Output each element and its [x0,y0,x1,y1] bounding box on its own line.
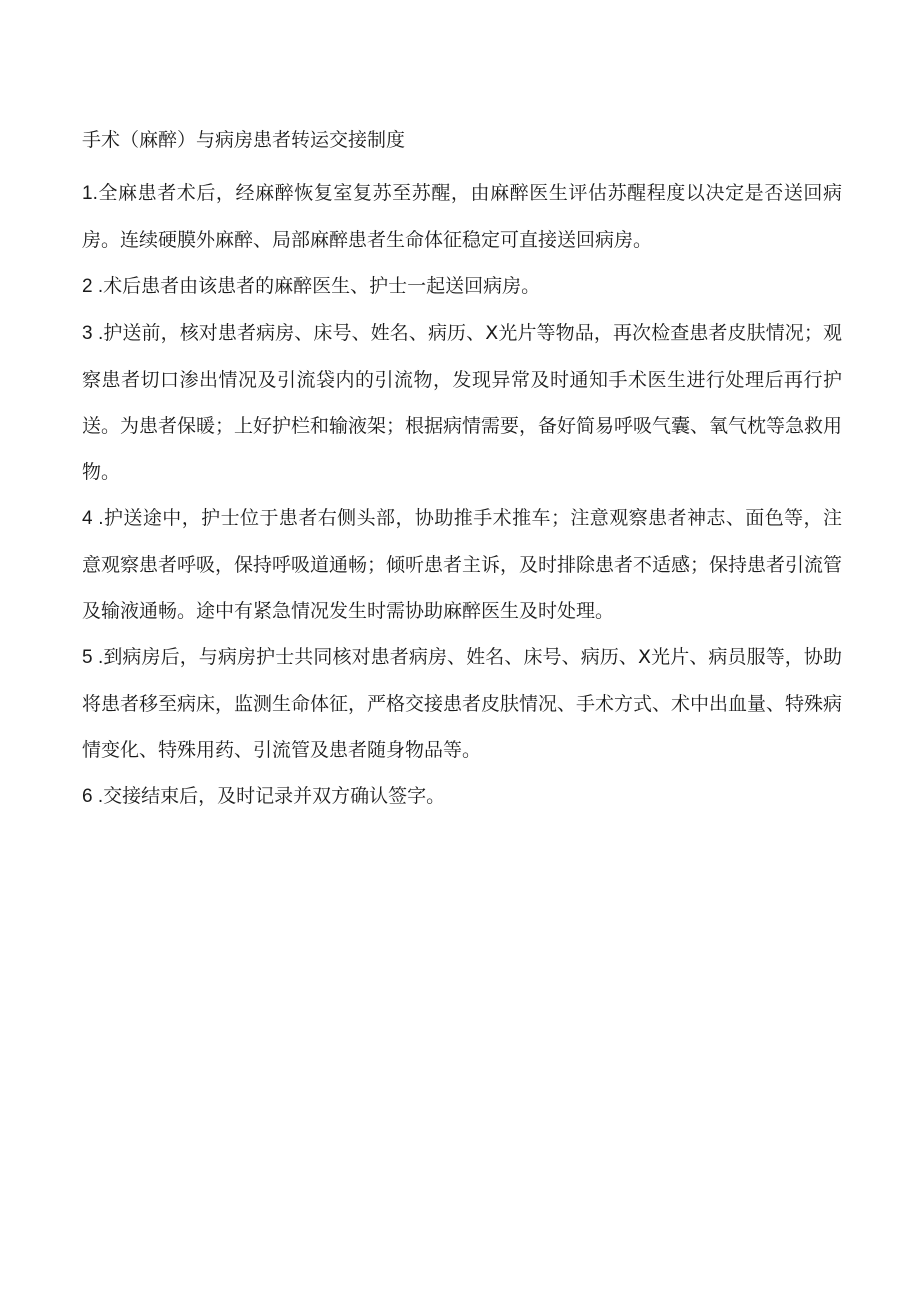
paragraph-number: 6 . [82,786,104,807]
paragraph-number: 4 . [82,508,104,529]
paragraph-text: 护送途中，护士位于患者右侧头部，协助推手术推车；注意观察患者神志、面色等，注意观察患者呼吸，保持呼吸道通畅；倾听患者主诉，及时排除患者不适感；保持患者引流管及输液通畅。途中有紧急情况发生时需协助麻醉医生及时处理。 [82,507,843,622]
paragraph-number: 1. [82,183,98,204]
paragraph-number: 2 . [82,276,104,297]
paragraph-text: 到病房后，与病房护士共同核对患者病房、姓名、床号、病历、X光片、病员服等，协助将患者移至病床，监测生命体征，严格交接患者皮肤情况、手术方式、术中出血量、特殊病情变化、特殊用药、引流管及患者随身物品等。 [82,646,843,761]
paragraph-1 [82,170,842,263]
paragraph-text: 全麻患者术后，经麻醉恢复室复苏至苏醒，由麻醉医生评估苏醒程度以决定是否送回病房。连续硬膜外麻醉、局部麻醉患者生命体征稳定可直接送回病房。 [82,182,842,251]
paragraph-3 [82,310,842,495]
paragraph-number: 5 . [82,647,104,668]
paragraph-number: 3 . [82,323,104,344]
paragraph-text: 护送前，核对患者病房、床号、姓名、病历、X光片等物品，再次检查患者皮肤情况；观察患者切口渗出情况及引流袋内的引流物，发现异常及时通知手术医生进行处理后再行护送。为患者保暖；上好护栏和输液架；根据病情需要，备好简易呼吸气囊、氧气枕等急救用物。 [82,322,843,483]
paragraph-6 [82,773,842,820]
paragraph-text: 交接结束后，及时记录并双方确认签字。 [103,785,446,807]
paragraph-4 [82,495,842,634]
document-body [82,124,842,820]
paragraph-text: 术后患者由该患者的麻醉医生、护士一起送回病房。 [103,275,541,297]
paragraph-5 [82,634,842,773]
document-title: 手术（麻醉）与病房患者转运交接制度 [82,129,406,151]
paragraph-2 [82,263,842,310]
